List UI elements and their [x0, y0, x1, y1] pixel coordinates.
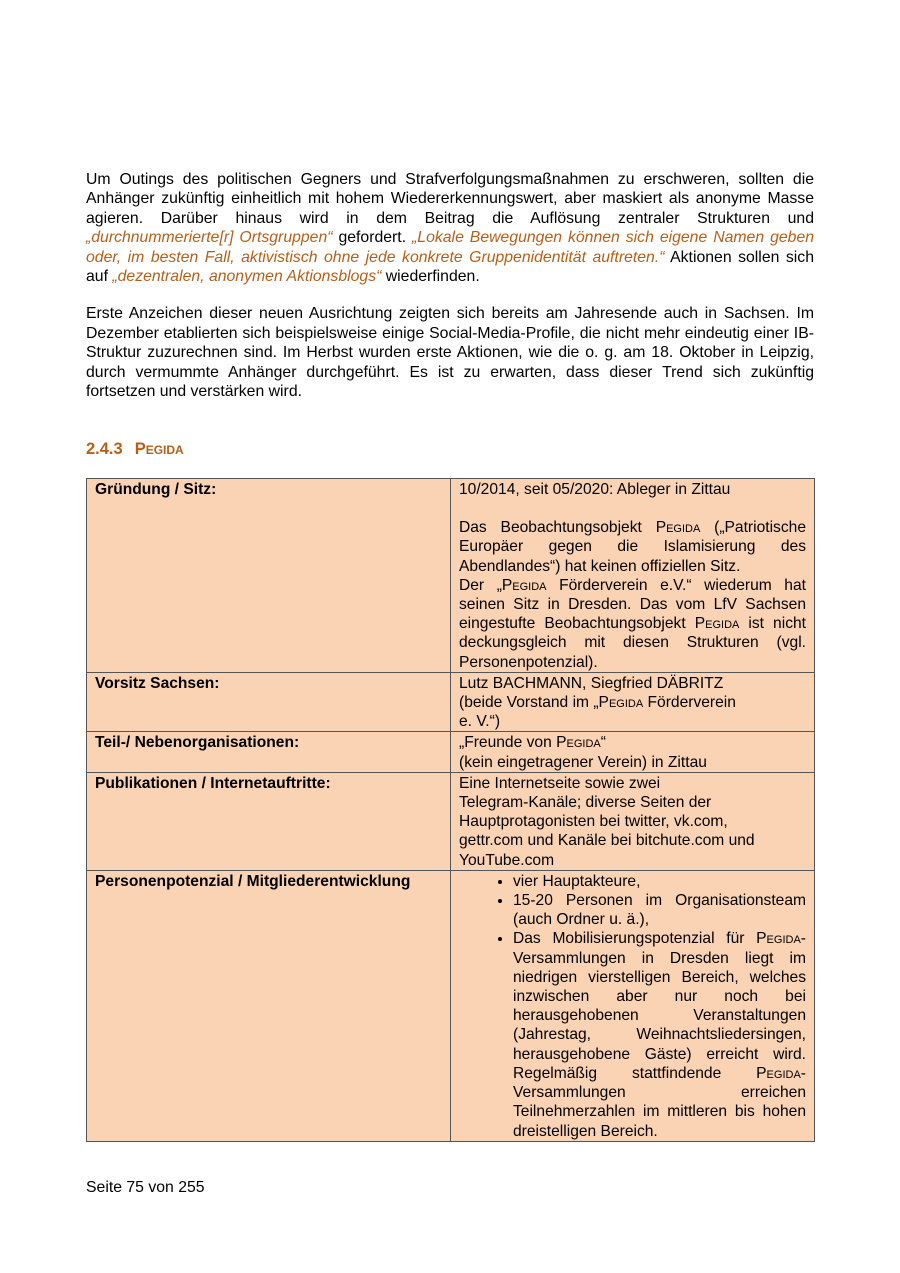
- table-row: [87, 772, 815, 870]
- list-item: • vier Hauptakteure,: [513, 872, 806, 891]
- intro-text-4: wiederfinden.: [381, 268, 480, 286]
- intro-text-3: Aktionen sollen sich auf: [86, 248, 814, 286]
- section-number: 2.4.3: [86, 440, 123, 458]
- row-value-personenpotenzial: [451, 870, 815, 1141]
- gruendung-desc-2: Der „Pegida Förderverein e.V.“ wiederum hat seinen Sitz in Dresden. Das vom LfV Sachsen eingestufte Beobachtungsobjekt Pegida ist nicht deckungsgleich mit diesen Strukturen (vgl. Personenpotenzial).: [459, 576, 806, 671]
- second-paragraph: Erste Anzeichen dieser neuen Ausrichtung zeigten sich bereits am Jahresende auch in Sachsen. Im Dezember etablierten sich beispielsweise einige Social-Media-Profile, die nicht mehr eindeutig einer IB-Struktur zuzurechnen sind. Im Herbst wurden erste Aktionen, wie die o. g. am 18. Oktober in Leipzig, durch vermummte Anhänger durchgeführt. Es ist zu erwarten, dass dieser Trend sich zukünftig fortsetzen und verstärken wird.: [86, 305, 814, 401]
- row-value-gruendung: [451, 479, 815, 673]
- row-label-nebenorganisationen: Teil-/ Nebenorganisationen:: [87, 732, 451, 772]
- row-label-personenpotenzial: Personenpotenzial / Mitgliederentwicklung: [87, 870, 451, 1141]
- row-value-nebenorganisationen: „Freunde von Pegida“ (kein eingetragener Verein) in Zittau: [451, 732, 815, 772]
- page-footer: Seite 75 von 255: [86, 1179, 205, 1196]
- gruendung-date: 10/2014, seit 05/2020: Ableger in Zittau: [459, 481, 731, 498]
- pegida-info-table: [86, 478, 815, 1142]
- list-item: • Das Mobilisierungspotenzial für Pegida-Versammlungen in Dresden liegt im niedrigen vierstelligen Bereich, welches inzwischen aber nur noch bei herausgehobenen Veranstaltungen (Jahrestag, Weihnachtsliedersingen, herausgehobene Gäste) erreicht wird. Regelmäßig stattfindende Pegida-Versammlungen erreichen Teilnehmerzahlen im mittleren bis hohen dreistelligen Bereich.: [513, 929, 806, 1140]
- table-row: [87, 870, 815, 1141]
- row-label-gruendung: Gründung / Sitz:: [87, 479, 451, 673]
- row-value-vorsitz: Lutz BACHMANN, Siegfried DÄBRITZ (beide Vorstand im „Pegida Förderverein e. V.“): [451, 672, 815, 732]
- intro-text-2: gefordert.: [332, 229, 413, 247]
- row-label-publikationen: Publikationen / Internetauftritte:: [87, 772, 451, 870]
- intro-quote-1: „durchnummerierte[r] Ortsgruppen“: [86, 229, 333, 247]
- intro-paragraph: [86, 170, 814, 286]
- list-item: • 15-20 Personen im Organisationsteam (auch Ordner u. ä.),: [513, 891, 806, 929]
- document-page: [86, 170, 815, 1140]
- intro-quote-3: „dezentralen, anonymen Aktionsblogs“: [112, 268, 382, 286]
- table-row: [87, 732, 815, 772]
- personenpotenzial-list: [459, 872, 806, 1141]
- table-row: [87, 479, 815, 673]
- section-heading: [86, 440, 184, 459]
- intro-text-1: Um Outings des politischen Gegners und Strafverfolgungsmaßnahmen zu erschweren, sollten die Anhänger zukünftig einheitlich mit hohem Wiedererkennungswert, aber maskiert als anonyme Masse agieren. Darüber hinaus wird in dem Beitrag die Auflösung zentraler Strukturen und: [86, 171, 814, 227]
- section-title: Pegida: [134, 440, 184, 458]
- table-row: [87, 672, 815, 732]
- row-value-publikationen: Eine Internetseite sowie zwei Telegram-Kanäle; diverse Seiten der Hauptprotagonisten bei twitter, vk.com, gettr.com und Kanäle bei bitchute.com und YouTube.com: [451, 772, 815, 870]
- intro-quote-2: „Lokale Bewegungen können sich eigene Namen geben oder, im besten Fall, aktivistisch ohne jede konkrete Gruppenidentität auftreten.“: [86, 229, 815, 266]
- gruendung-desc-1: Das Beobachtungsobjekt Pegida („Patriotische Europäer gegen die Islamisierung des Abendlandes“) hat keinen offiziellen Sitz.: [459, 519, 806, 575]
- row-label-vorsitz: Vorsitz Sachsen:: [87, 672, 451, 732]
